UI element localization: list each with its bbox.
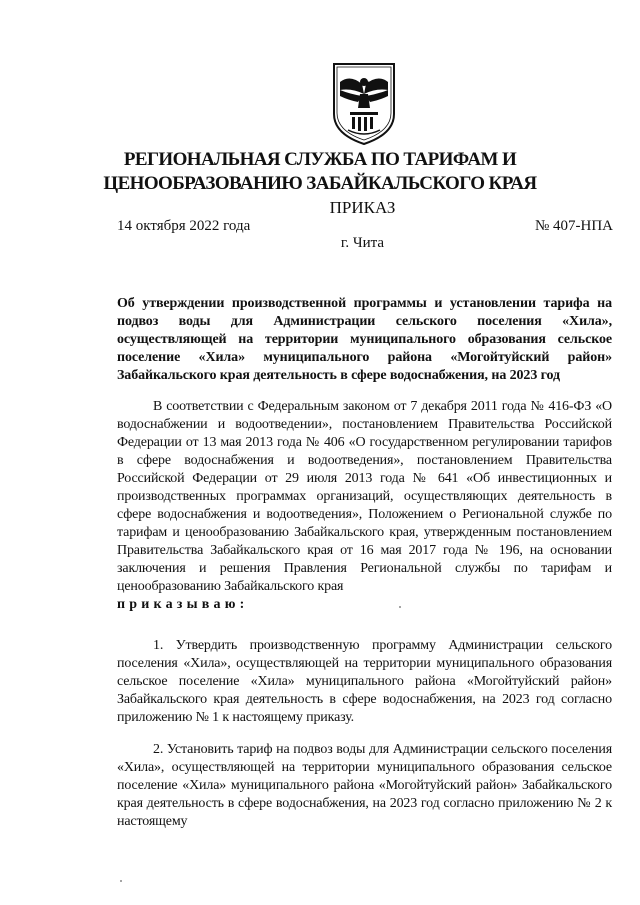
item-1-paragraph: 1. Утвердить производственную программу Администрации сельского поселения «Хила», осуществляющей на территории муниципального образования сельское поселение «Хила» муниципального района «Могойтуйский район» Забайкальского края деятельность в сфере водоснабжения, на 2023 год согласно приложению № 1 к настоящему приказу. [117, 638, 612, 725]
organization-name [0, 148, 640, 196]
document-number: № 407-НПА [534, 218, 613, 234]
document-title: Об утверждении производственной программы и установлении тарифа на подвоз воды для Администрации сельского поселения «Хила», осуществляющей на территории муниципального образования сельское поселение «Хила» муниципального района «Могойтуйский район» Забайкальского края деятельность в сфере водоснабжения, на 2023 год [117, 296, 612, 383]
organization-name-line2: ЦЕНООБРАЗОВАНИЮ ЗАБАЙКАЛЬСКОГО КРАЯ [103, 173, 537, 194]
scan-speck [399, 606, 401, 608]
item-2-paragraph: 2. Установить тариф на подвоз воды для Администрации сельского поселения «Хила», осуществляющей на территории муниципального образования сельское поселение «Хила» муниципального района «Могойтуйский район» Забайкальского края деятельность в сфере водоснабжения, на 2023 год согласно приложению № 2 к настоящему [117, 742, 612, 829]
preamble-text: В соответствии с Федеральным законом от 7 декабря 2011 года № 416-ФЗ «О водоснабжении и водоотведении», постановлением Правительства Российской Федерации от 13 мая 2013 года № 406 «О государственном регулировании тарифов в сфере водоснабжения и водоотведения», постановлением Правительства Российской Федерации от 29 июля 2013 года № 641 «Об инвестиционных и производственных программах организаций, осуществляющих деятельность в сфере водоснабжения и водоотведения», Положением о Региональной службе по тарифам и ценообразованию Забайкальского края, утвержденным постановлением Правительства Забайкальского края от 16 мая 2017 года № 196, на основании заключения и решения Правления Региональной службы по тарифам и ценообразованию Забайкальского края [117, 399, 612, 594]
order-word: приказываю: [117, 597, 249, 612]
preamble-paragraph [117, 398, 612, 614]
document-city: г. Чита [340, 235, 385, 251]
document-type: ПРИКАЗ [329, 198, 396, 217]
scan-speck [120, 880, 122, 882]
coat-of-arms-eagle-icon [328, 60, 400, 146]
organization-name-line1: РЕГИОНАЛЬНАЯ СЛУЖБА ПО ТАРИФАМ И [123, 149, 517, 170]
document-date: 14 октября 2022 года [117, 218, 251, 234]
